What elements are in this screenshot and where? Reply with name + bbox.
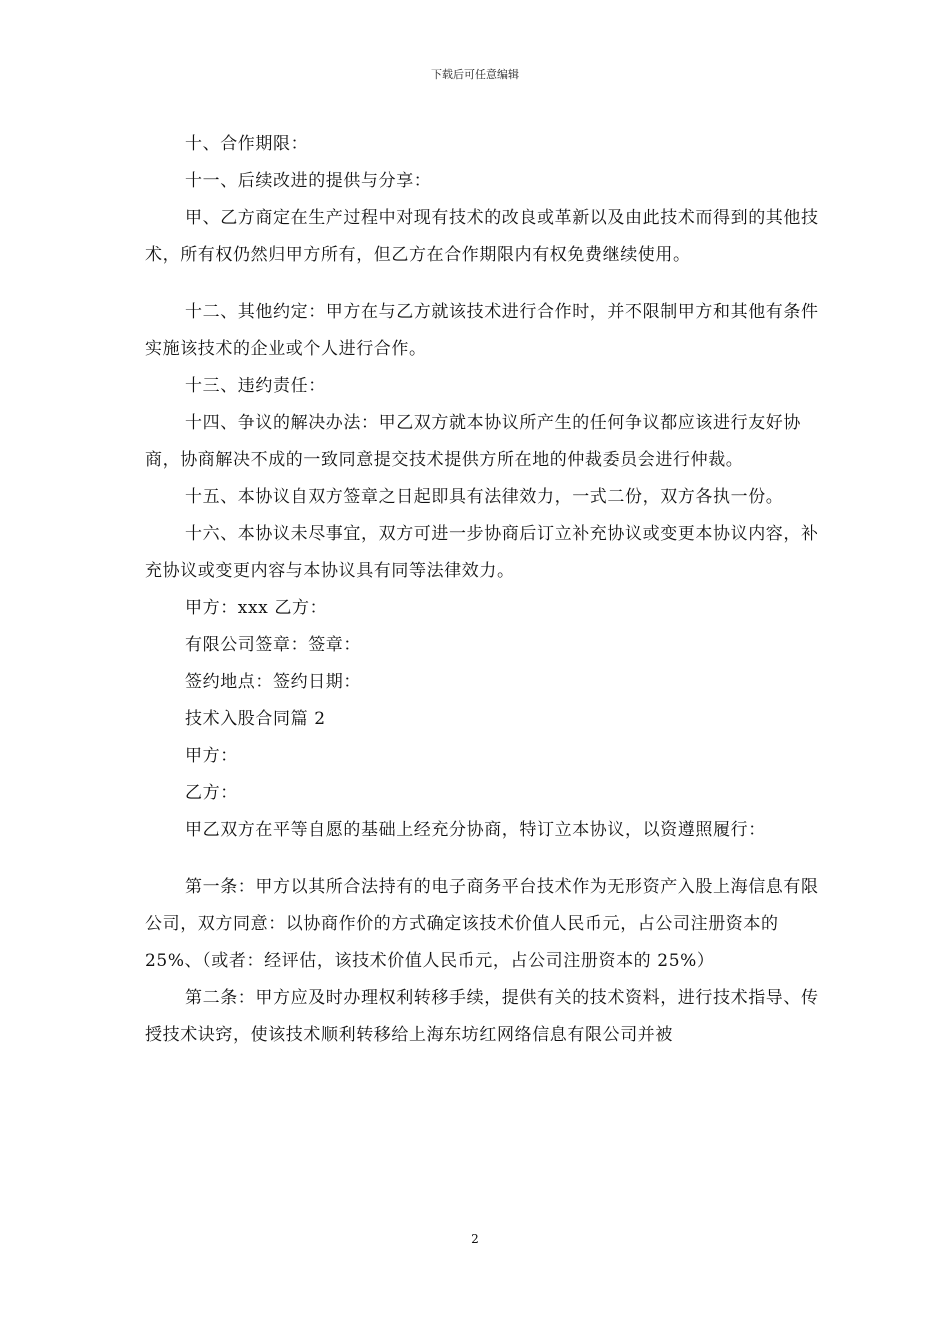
paragraph-supplement: 十六、本协议未尽事宜，双方可进一步协商后订立补充协议或变更本协议内容，补充协议或变更内容与本协议具有同等法律效力。 [145,524,819,581]
article-1: 第一条：甲方以其所合法持有的电子商务平台技术作为无形资产入股上海信息有限公司，双方同意：以协商作价的方式确定该技术价值人民币元，占公司注册资本的 25%、（或者：经评估，该技术价值人民币元，占公司注册资本的 25%） [145,877,819,971]
signature-place-date: 签约地点：签约日期： [185,672,361,692]
signature-seals: 有限公司签章：签章： [185,635,361,655]
paragraph-spacer [145,274,825,294]
paragraph-improvements-body: 甲、乙方商定在生产过程中对现有技术的改良或革新以及由此技术而得到的其他技术，所有权仍然归甲方所有，但乙方在合作期限内有权免费继续使用。 [145,208,819,265]
article-2: 第二条：甲方应及时办理权利转移手续，提供有关的技术资料，进行技术指导、传授技术诀窍，使该技术顺利转移给上海东坊红网络信息有限公司并被 [145,988,819,1045]
party-a: 甲方： [185,746,238,766]
paragraph-spacer [145,849,825,869]
paragraph-cooperation-term: 十、合作期限： [185,134,309,154]
party-b: 乙方： [185,783,238,803]
paragraph-dispute-resolution: 十四、争议的解决办法：甲乙双方就本协议所产生的任何争议都应该进行友好协商，协商解决不成的一致同意提交技术提供方所在地的仲裁委员会进行仲裁。 [145,413,801,470]
paragraph-other-terms: 十二、其他约定：甲方在与乙方就该技术进行合作时，并不限制甲方和其他有条件实施该技术的企业或个人进行合作。 [145,302,819,359]
paragraph-effectiveness: 十五、本协议自双方签章之日起即具有法律效力，一式二份，双方各执一份。 [185,487,784,507]
document-body [145,126,825,1054]
page-header: 下载后可任意编辑 [431,68,519,81]
paragraph-improvements-heading: 十一、后续改进的提供与分享： [185,171,432,191]
page-number: 2 [471,1232,479,1246]
paragraph-preamble: 甲乙双方在平等自愿的基础上经充分协商，特订立本协议，以资遵照履行： [185,820,766,840]
signature-parties: 甲方：xxx 乙方： [185,598,328,618]
section-title: 技术入股合同篇 2 [185,709,326,729]
paragraph-breach-liability: 十三、违约责任： [185,376,326,396]
